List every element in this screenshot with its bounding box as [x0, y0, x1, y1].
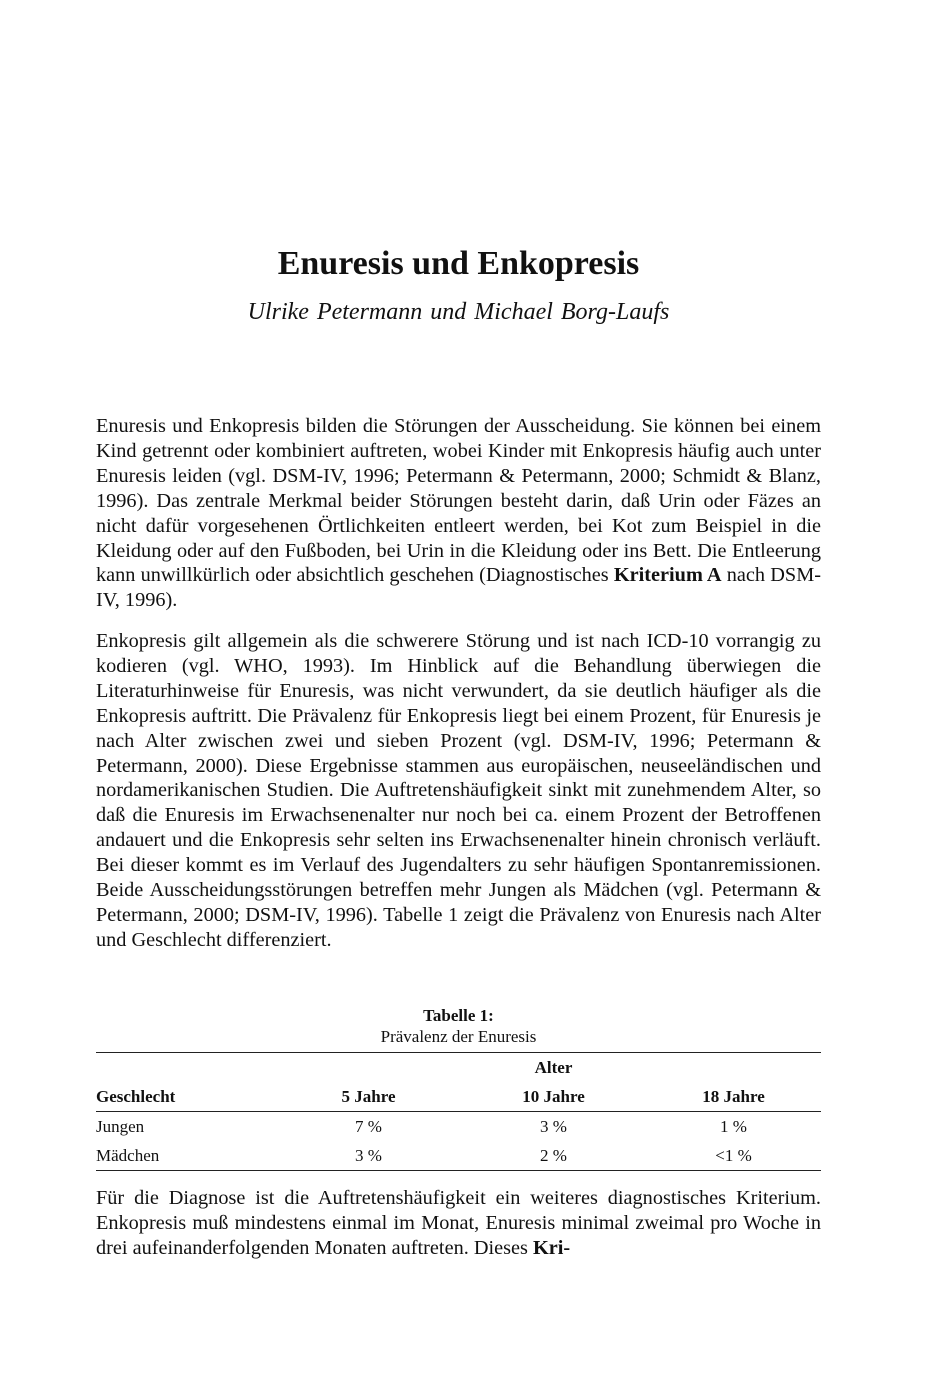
- table-caption: Prävalenz der Enuresis: [380, 1027, 537, 1046]
- table-header-row: [96, 1083, 821, 1112]
- table-row: [96, 1112, 821, 1142]
- table-row: [96, 1141, 821, 1171]
- table-cell: 3 %: [540, 1116, 567, 1136]
- column-header: 18 Jahre: [646, 1083, 821, 1112]
- table-cell: 2 %: [461, 1141, 646, 1171]
- table-cell: Jungen: [96, 1116, 145, 1136]
- column-header: 10 Jahre: [461, 1083, 646, 1112]
- chapter-authors: Ulrike Petermann und Michael Borg-Laufs: [247, 299, 670, 325]
- column-header: 5 Jahre: [276, 1083, 461, 1112]
- prevalence-table-block: [96, 1005, 821, 1171]
- body-paragraph-2: Enkopresis gilt allgemein als die schwerere Störung und ist nach ICD-10 vorrangig zu kodieren (vgl. WHO, 1993). Im Hinblick auf die Behandlung überwiegen die Literaturhinweise für Enuresis, was nicht verwundert, da sie deutlich häufiger als die Enkopresis auftritt. Die Prävalenz für Enkopresis liegt bei einem Prozent, für Enuresis je nach Alter zwischen zwei und sieben Prozent (vgl. DSM-IV, 1996; Petermann & Petermann, 2000). Diese Ergebnisse stammen aus europäischen, neuseeländischen und nordamerikanischen Studien. Die Auftretenshäufigkeit sinkt mit zunehmendem Alter, so daß die Enuresis im Erwachsenenalter nur noch bei ca. einem Prozent der Betroffenen andauert und die Enkopresis sehr selten ins Erwachsenenalter hinein chronisch verläuft. Bei dieser kommt es im Verlauf des Jugendalters zu sehr häufigen Spontanremissionen. Beide Ausscheidungsstörungen betreffen mehr Jungen als Mädchen (vgl. Petermann & Petermann, 2000; DSM-IV, 1996). Tabelle 1 zeigt die Prävalenz von Enuresis nach Alter und Geschlecht differenziert.: [96, 630, 821, 951]
- prevalence-table: [96, 1052, 821, 1171]
- bold-term: Kri-: [533, 1236, 571, 1259]
- bold-term: Kriterium A: [613, 564, 722, 587]
- table-label: Tabelle 1:: [423, 1006, 494, 1025]
- body-paragraph-1: [96, 414, 821, 613]
- table-cell: Mädchen: [96, 1141, 276, 1171]
- column-header: Geschlecht: [96, 1083, 276, 1112]
- table-cell: 7 %: [355, 1116, 382, 1136]
- table-group-header-row: [96, 1053, 821, 1084]
- table-cell: <1 %: [646, 1141, 821, 1171]
- paragraph-text: nach DSM-IV, 1996).: [96, 564, 821, 612]
- body-paragraph-3: [96, 1186, 821, 1261]
- paragraph-text: Für die Diagnose ist die Auftretenshäufigkeit ein weiteres diagnostisches Kriterium. Enkopresis muß mindestens einmal im Monat, Enuresis minimal zweimal pro Woche in drei aufeinanderfolgenden Monaten auftreten. Dieses: [96, 1187, 821, 1259]
- paragraph-text: Enuresis und Enkopresis bilden die Störungen der Ausscheidung. Sie können bei einem Kind getrennt oder kombiniert auftreten, wobei Kinder mit Enkopresis häufig auch unter Enuresis leiden (vgl. DSM-IV, 1996; Petermann & Petermann, 2000; Schmidt & Blanz, 1996). Das zentrale Merkmal beider Störungen besteht darin, daß Urin oder Fäzes an nicht dafür vorgesehenen Örtlichkeiten entleert werden, bei Kot zum Beispiel in die Kleidung oder auf den Fußboden, bei Urin in die Kleidung oder ins Bett. Die Entleerung kann unwillkürlich oder absichtlich geschehen (Diagnostisches: [96, 415, 821, 587]
- table-cell: 1 %: [720, 1116, 747, 1136]
- group-header-age: Alter: [461, 1053, 646, 1084]
- chapter-title: Enuresis und Enkopresis: [277, 245, 640, 282]
- table-cell: 3 %: [276, 1141, 461, 1171]
